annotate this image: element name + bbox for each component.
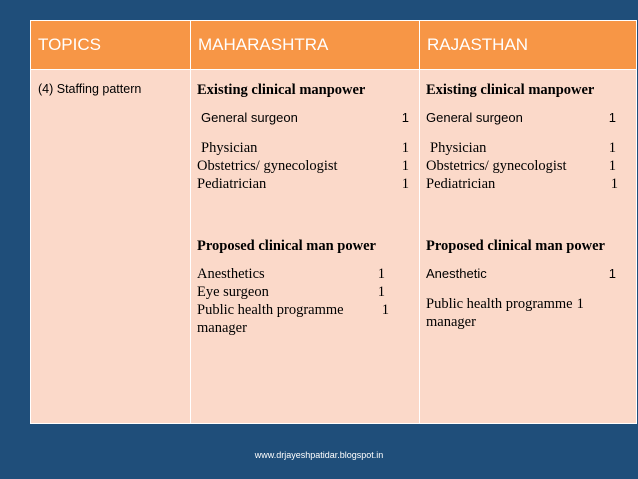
- maharashtra-proposed-row: [197, 265, 413, 283]
- rajasthan-existing-heading: Existing clinical manpower: [426, 82, 595, 98]
- row-label: Public health programme: [197, 302, 344, 318]
- row-label: Physician: [201, 140, 258, 156]
- row-value: 1: [608, 158, 616, 174]
- staffing-table: [30, 20, 637, 424]
- rajasthan-existing-row: [426, 175, 630, 193]
- row-value: 1: [576, 296, 584, 312]
- header-maharashtra: MAHARASHTRA: [191, 21, 420, 70]
- row-label: Anesthetics: [197, 266, 265, 282]
- row-label: Physician: [430, 140, 487, 156]
- row-value: 1: [608, 140, 616, 156]
- row-value: 1: [401, 110, 409, 125]
- rajasthan-proposed-heading: Proposed clinical man power: [426, 238, 605, 254]
- table-header-row: [31, 21, 637, 70]
- rajasthan-cell: [420, 70, 637, 424]
- row-value: 1: [401, 140, 409, 156]
- maharashtra-existing-row: [197, 109, 413, 127]
- maharashtra-existing-row: [197, 175, 413, 193]
- row-label: General surgeon: [426, 110, 523, 125]
- topic-cell: (4) Staffing pattern: [31, 70, 191, 424]
- maharashtra-proposed-heading: Proposed clinical man power: [197, 238, 376, 254]
- header-topics: TOPICS: [31, 21, 191, 70]
- footer-url: www.drjayeshpatidar.blogspot.in: [254, 450, 384, 460]
- row-label: Obstetrics/ gynecologist: [426, 158, 567, 174]
- row-label: Pediatrician: [426, 176, 496, 192]
- maharashtra-existing-row: [197, 139, 413, 157]
- row-value: 1: [401, 158, 409, 174]
- row-label: Obstetrics/ gynecologist: [197, 158, 338, 174]
- row-value: 1: [608, 266, 616, 281]
- row-label: General surgeon: [201, 110, 298, 125]
- maharashtra-proposed-tail: manager: [197, 320, 247, 336]
- rajasthan-existing-row: [426, 157, 630, 175]
- row-label: Pediatrician: [197, 176, 267, 192]
- rajasthan-existing-row: [426, 109, 630, 127]
- row-label: Eye surgeon: [197, 284, 269, 300]
- rajasthan-proposed-tail: manager: [426, 314, 476, 330]
- row-value: 1: [377, 266, 385, 282]
- rajasthan-proposed-row: [426, 295, 630, 313]
- table-row: [31, 70, 637, 424]
- maharashtra-cell: [191, 70, 420, 424]
- row-label: Public health programme: [426, 296, 573, 312]
- maharashtra-existing-row: [197, 157, 413, 175]
- rajasthan-existing-row: [426, 139, 630, 157]
- row-value: 1: [610, 176, 618, 192]
- row-value: 1: [381, 302, 389, 318]
- row-value: 1: [401, 176, 409, 192]
- rajasthan-proposed-row: [426, 265, 630, 283]
- maharashtra-existing-heading: Existing clinical manpower: [197, 82, 366, 98]
- row-value: 1: [608, 110, 616, 125]
- header-rajasthan: RAJASTHAN: [420, 21, 637, 70]
- maharashtra-proposed-row: [197, 301, 413, 319]
- maharashtra-proposed-row: [197, 283, 413, 301]
- row-label: Anesthetic: [426, 266, 487, 281]
- row-value: 1: [377, 284, 385, 300]
